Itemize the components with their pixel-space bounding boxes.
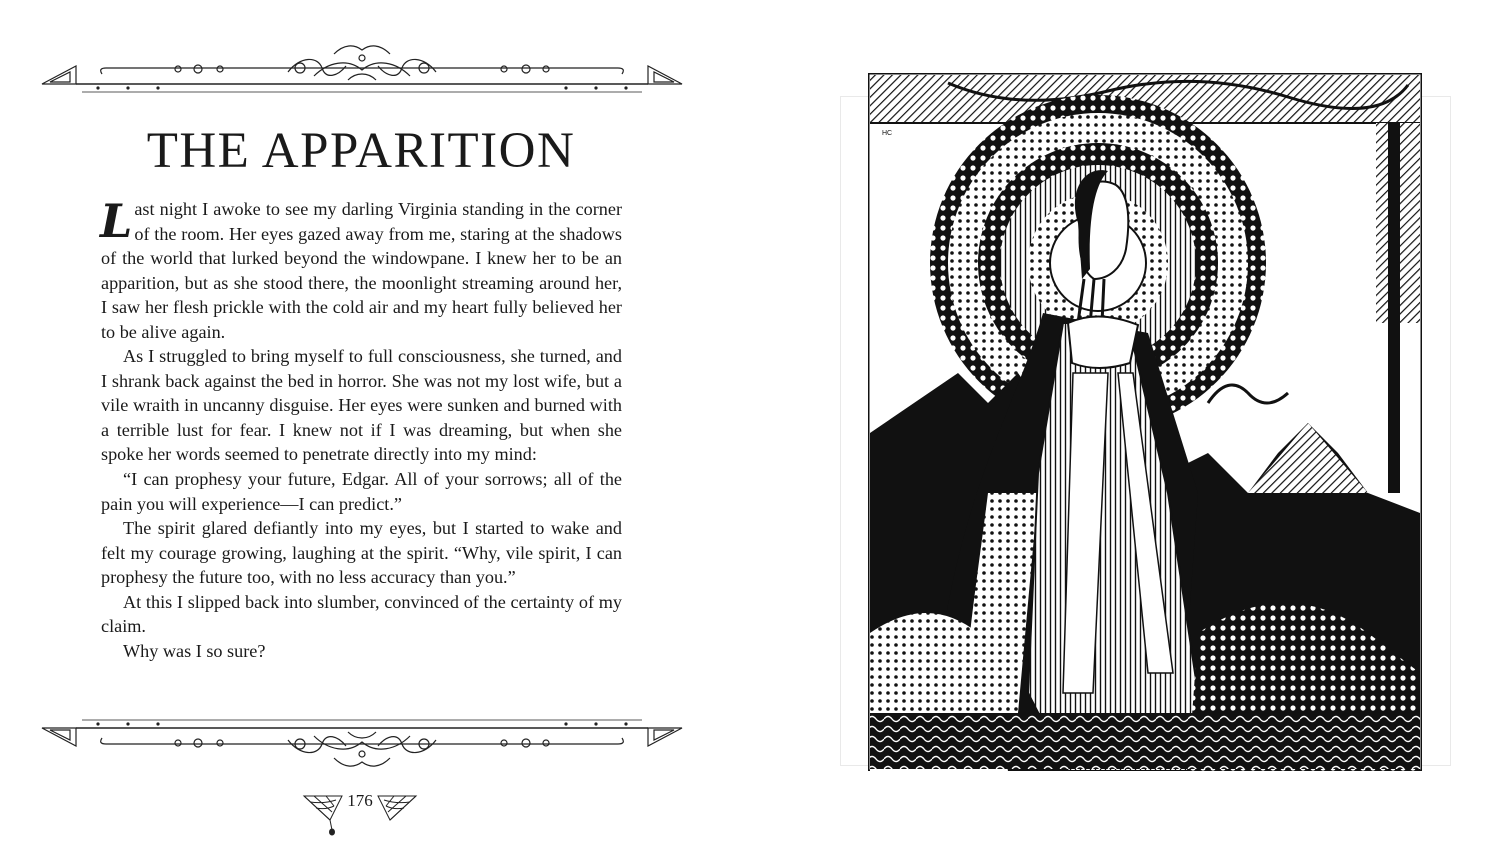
left-page (0, 0, 720, 857)
page-number: 176 (347, 791, 373, 810)
bottom-flourish-ornament (38, 712, 686, 782)
paragraph: As I struggled to bring myself to full consciousness, she turned, and I shrank back against the bed in horror. She was not my lost wife, but a vile wraith in uncanny disguise. Her eyes were sunken and burned with a terrible lust for fear. I knew not if I was dreaming, but when she spoke her words seemed to penetrate directly into my mind: (101, 346, 622, 465)
drop-cap: L (100, 194, 133, 248)
body-text (100, 194, 622, 663)
right-page (720, 0, 1500, 857)
top-flourish-ornament (38, 36, 686, 106)
paragraph: The spirit glared defiantly into my eyes, but I started to wake and felt my courage growing, laughing at the spirit. “Why, vile spirit, I can prophesy the future too, with no less accuracy than you.” (101, 518, 622, 588)
paragraph: “I can prophesy your future, Edgar. All of your sorrows; all of the pain you will experience—I can predict.” (101, 469, 622, 514)
apparition-illustration (868, 73, 1422, 771)
paragraph: Last night I awoke to see my darling Virginia standing in the corner of the room. Her eyes gazed away from me, staring at the shadows of the world that lurked beyond the windowpane. I knew her to be an apparition, but as she stood there, the moonlight streaming around her, I saw her flesh prickle with the cold air and my heart fully believed her to be alive again. (100, 194, 622, 342)
paragraph: Why was I so sure? (123, 640, 266, 661)
chapter-title: THE APPARITION (146, 123, 576, 179)
artist-signature: HC (882, 130, 893, 137)
paragraph: At this I slipped back into slumber, convinced of the certainty of my claim. (101, 591, 622, 637)
